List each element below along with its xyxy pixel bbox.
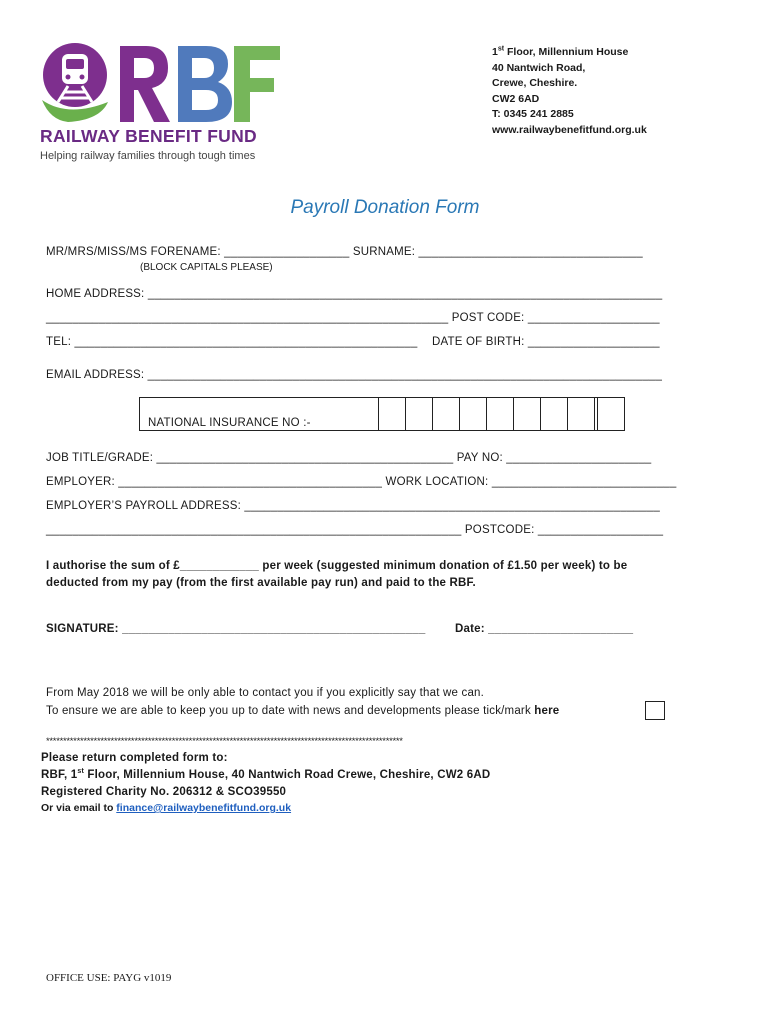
logo-tagline: Helping railway families through tough times — [40, 150, 256, 162]
payroll-address-field[interactable]: EMPLOYER’S PAYROLL ADDRESS: _______________________________________________________________ — [46, 500, 660, 512]
return-heading: Please return completed form to: — [41, 752, 228, 764]
form-title: Payroll Donation Form — [290, 197, 480, 218]
home-address-field[interactable]: HOME ADDRESS: ______________________________________________________________________________ — [46, 288, 663, 300]
ni-label: NATIONAL INSURANCE NO :- — [148, 417, 311, 429]
payroll-postcode-field[interactable]: _______________________________________________________________ POSTCODE: ___________________ — [46, 524, 664, 536]
job-title-field[interactable]: JOB TITLE/GRADE: _____________________________________________ PAY NO: ______________________ — [46, 452, 652, 464]
header-address — [492, 45, 647, 138]
charity-number: Registered Charity No. 206312 & SCO39550 — [41, 786, 287, 798]
employer-field[interactable]: EMPLOYER: ________________________________________ WORK LOCATION: ____________________________ — [46, 476, 677, 488]
signature-field[interactable]: SIGNATURE: ______________________________________________ — [46, 623, 426, 635]
logo-name: RAILWAY BENEFIT FUND — [40, 126, 257, 146]
ni-box — [139, 397, 625, 431]
authorise-line-1: I authorise the sum of £____________ per week (suggested minimum donation of £1.50 per week) to be — [46, 560, 628, 572]
ni-cell[interactable] — [405, 397, 433, 431]
rbf-logo — [38, 40, 288, 165]
dob-field[interactable]: DATE OF BIRTH: ____________________ — [432, 336, 660, 348]
ni-cell[interactable] — [459, 397, 487, 431]
ni-cell[interactable] — [540, 397, 568, 431]
address-line-2: 40 Nantwich Road, — [492, 61, 586, 74]
block-caps-note: (BLOCK CAPITALS PLEASE) — [140, 262, 273, 273]
authorise-line-2: deducted from my pay (from the first available pay run) and paid to the RBF. — [46, 577, 476, 589]
return-address: RBF, 1st Floor, Millennium House, 40 Nantwich Road Crewe, Cheshire, CW2 6AD — [41, 768, 491, 781]
ni-cell[interactable] — [486, 397, 514, 431]
return-email-line: Or via email to finance@railwaybenefitfund.org.uk — [41, 802, 292, 814]
letter-f — [234, 46, 280, 122]
address-phone: T: 0345 241 2885 — [492, 108, 574, 120]
separator-stars: ********************************************************************************************************* — [46, 736, 403, 747]
ni-cell[interactable] — [597, 397, 625, 431]
office-use: OFFICE USE: PAYG v1019 — [46, 972, 172, 984]
name-line[interactable]: MR/MRS/MISS/MS FORENAME: ___________________ SURNAME: __________________________________ — [46, 246, 643, 258]
date-field[interactable]: Date: ______________________ — [455, 623, 634, 635]
address-line-1: 1st Floor, Millennium House — [492, 45, 629, 58]
gdpr-line-1: From May 2018 we will be only able to contact you if you explicitly say that we can. — [46, 687, 485, 699]
finance-email-link[interactable]: finance@railwaybenefitfund.org.uk — [116, 802, 292, 814]
address-line-4: CW2 6AD — [492, 92, 540, 105]
ni-cell[interactable] — [378, 397, 406, 431]
gdpr-line-2: To ensure we are able to keep you up to date with news and developments please tick/mark here — [46, 705, 560, 717]
ni-cell[interactable] — [432, 397, 460, 431]
address-web: www.railwaybenefitfund.org.uk — [492, 123, 647, 136]
contact-consent-checkbox[interactable] — [645, 701, 665, 720]
tel-field[interactable]: TEL: ____________________________________________________ — [46, 336, 418, 348]
email-field[interactable]: EMAIL ADDRESS: ______________________________________________________________________________ — [46, 369, 663, 381]
letter-b — [178, 46, 232, 122]
address-line-3: Crewe, Cheshire. — [492, 77, 578, 89]
ni-cell[interactable] — [567, 397, 595, 431]
address-postcode-field[interactable]: _____________________________________________________________ POST CODE: ____________________ — [46, 312, 660, 324]
ni-cell[interactable] — [513, 397, 541, 431]
letter-r — [120, 46, 170, 122]
